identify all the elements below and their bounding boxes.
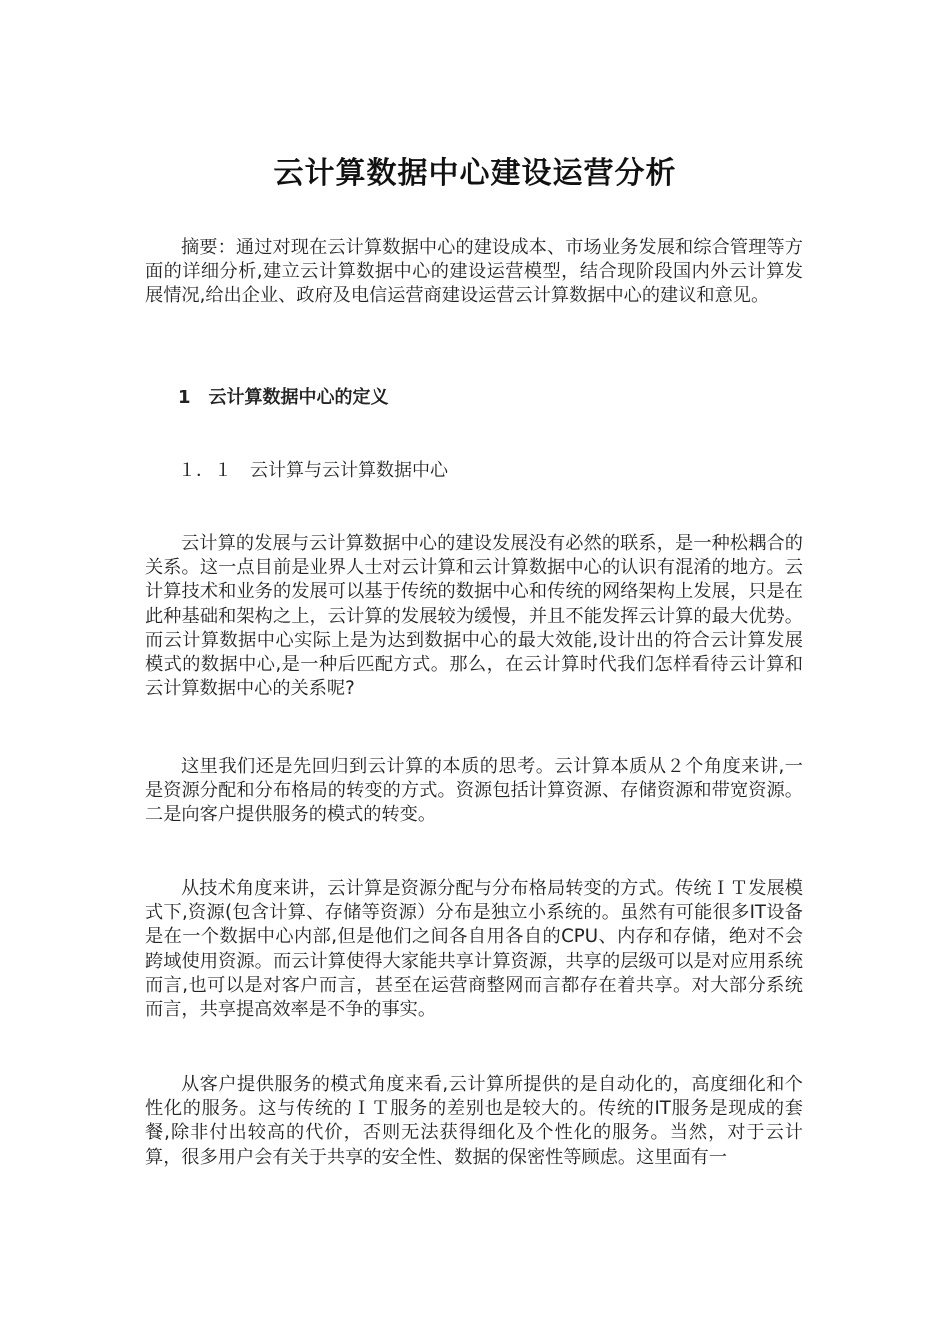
- section-heading-1-1: １．１ 云计算与云计算数据中心: [178, 460, 448, 481]
- section-heading-1: 1 云计算数据中心的定义: [178, 387, 389, 408]
- document-title: 云计算数据中心建设运营分析: [273, 156, 677, 191]
- body-paragraph: 这里我们还是先回归到云计算的本质的思考。云计算本质从２个角度来讲,一是资源分配和分布格局的转变的方式。资源包括计算资源、存储资源和带宽资源。二是向客户提供服务的模式的转变。: [145, 756, 803, 826]
- body-paragraph: 从客户提供服务的模式角度来看,云计算所提供的是自动化的，高度细化和个性化的服务。这与传统的ＩＴ服务的差别也是较大的。传统的IT服务是现成的套餐,除非付出较高的代价，否则无法获得细化及个性化的服务。当然，对于云计算，很多用户会有关于共享的安全性、数据的保密性等顾虑。这里面有一: [145, 1074, 803, 1168]
- abstract-paragraph: 摘要：通过对现在云计算数据中心的建设成本、市场业务发展和综合管理等方面的详细分析,建立云计算数据中心的建设运营模型，结合现阶段国内外云计算发展情况,给出企业、政府及电信运营商建设运营云计算数据中心的建议和意见。: [145, 237, 803, 307]
- body-paragraph: 从技术角度来讲，云计算是资源分配与分布格局转变的方式。传统ＩＴ发展模式下,资源(包含计算、存储等资源）分布是独立小系统的。虽然有可能很多IT设备是在一个数据中心内部,但是他们之间各自用各自的CPU、内存和存储，绝对不会跨域使用资源。而云计算使得大家能共享计算资源，共享的层级可以是对应用系统而言,也可以是对客户而言，甚至在运营商整网而言都存在着共享。对大部分系统而言，共享提高效率是不争的事实。: [145, 878, 803, 1021]
- body-paragraph: 云计算的发展与云计算数据中心的建设发展没有必然的联系，是一种松耦合的关系。这一点目前是业界人士对云计算和云计算数据中心的认识有混淆的地方。云计算技术和业务的发展可以基于传统的数据中心和传统的网络架构上发展，只是在此种基础和架构之上，云计算的发展较为缓慢，并且不能发挥云计算的最大优势。而云计算数据中心实际上是为达到数据中心的最大效能,设计出的符合云计算发展模式的数据中心,是一种后匹配方式。那么，在云计算时代我们怎样看待云计算和云计算数据中心的关系呢?: [145, 533, 803, 700]
